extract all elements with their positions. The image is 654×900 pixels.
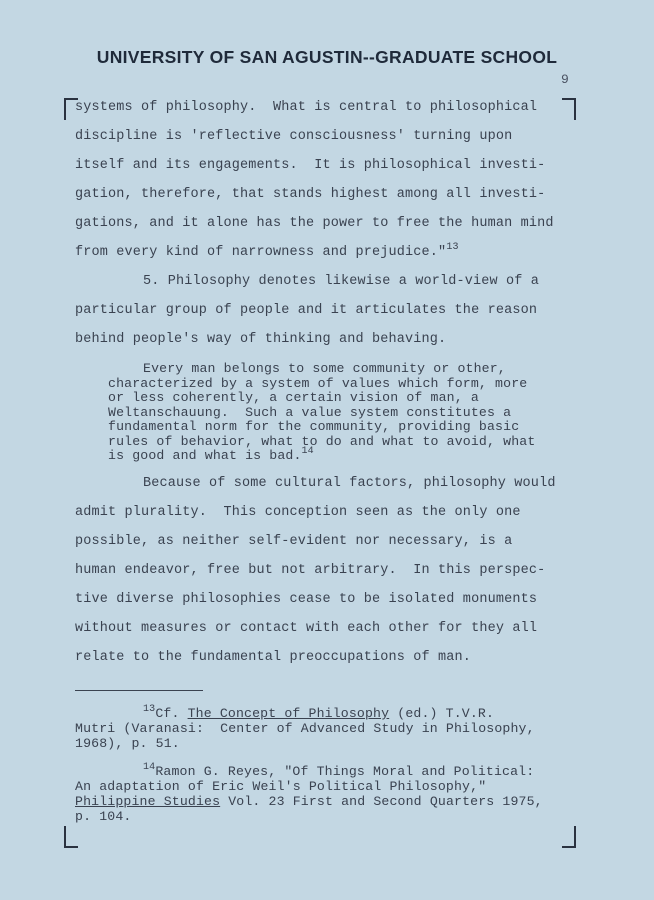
body-line: systems of philosophy. What is central to philosophical (75, 100, 538, 115)
body-line (75, 242, 459, 260)
footnote-text: Ramon G. Reyes, "Of Things Moral and Political: (155, 764, 535, 779)
footnote-13-line: 1968), p. 51. (75, 736, 180, 751)
footnote-13 (143, 706, 494, 721)
crop-mark-bottom-right (562, 826, 576, 848)
footnote-text: Vol. 23 First and Second Quarters 1975, (220, 794, 543, 809)
footnote-book-title: The Concept of Philosophy (187, 706, 390, 721)
footnote-14 (143, 764, 534, 779)
quote-line: Every man belongs to some community or other, (143, 361, 506, 376)
body-line: gations, and it alone has the power to free the human mind (75, 216, 554, 231)
body-line: possible, as neither self-evident nor necessary, is a (75, 534, 513, 549)
footnote-number: 13 (143, 704, 156, 715)
quote-line: characterized by a system of values which form, more (108, 375, 528, 391)
crop-mark-top-right (562, 98, 576, 120)
body-line: human endeavor, free but not arbitrary. In this perspec- (75, 563, 546, 578)
crop-mark-bottom-left (64, 826, 78, 848)
footnote-13-line: Mutri (Varanasi: Center of Advanced Study in Philosophy, (75, 721, 535, 736)
page-number: 9 (561, 72, 569, 87)
body-line-text: from every kind of narrowness and prejudice." (75, 245, 447, 260)
footnote-14-line: An adaptation of Eric Weil's Political Philosophy," (75, 779, 487, 794)
footnote-ref-14: 14 (301, 446, 314, 457)
footnote-text: Cf. (155, 706, 188, 721)
quote-line: or less coherently, a certain vision of man, a (108, 390, 479, 405)
footnote-14-line: p. 104. (75, 809, 132, 824)
body-line: discipline is 'reflective consciousness' turning upon (75, 129, 513, 144)
body-line: relate to the fundamental preoccupations of man. (75, 650, 472, 665)
footnote-text: (ed.) T.V.R. (389, 706, 495, 721)
footnote-separator (75, 690, 203, 691)
footnote-14-line (75, 794, 543, 809)
quote-line: fundamental norm for the community, providing basic (108, 419, 520, 434)
body-line: particular group of people and it articulates the reason (75, 303, 538, 318)
page-header: UNIVERSITY OF SAN AGUSTIN--GRADUATE SCHOOL (96, 47, 558, 67)
body-line: admit plurality. This conception seen as the only one (75, 505, 521, 520)
quote-line-text: is good and what is bad. (108, 448, 302, 463)
footnote-journal-title: Philippine Studies (75, 794, 221, 809)
quote-line: Weltanschauung. Such a value system constitutes a (108, 404, 512, 420)
quote-line: rules of behavior, what to do and what to avoid, what (108, 433, 536, 449)
body-line: 5. Philosophy denotes likewise a world-view of a (143, 274, 540, 289)
body-line: behind people's way of thinking and behaving. (75, 332, 447, 347)
body-line: without measures or contact with each other for they all (75, 621, 538, 636)
body-line: gation, therefore, that stands highest among all investi- (75, 187, 546, 202)
footnote-ref-13: 13 (446, 242, 459, 253)
body-line: Because of some cultural factors, philosophy would (143, 476, 556, 491)
body-line: itself and its engagements. It is philosophical investi- (75, 158, 546, 173)
footnote-number: 14 (143, 762, 156, 773)
quote-line (108, 448, 314, 463)
body-line: tive diverse philosophies cease to be isolated monuments (75, 592, 538, 607)
